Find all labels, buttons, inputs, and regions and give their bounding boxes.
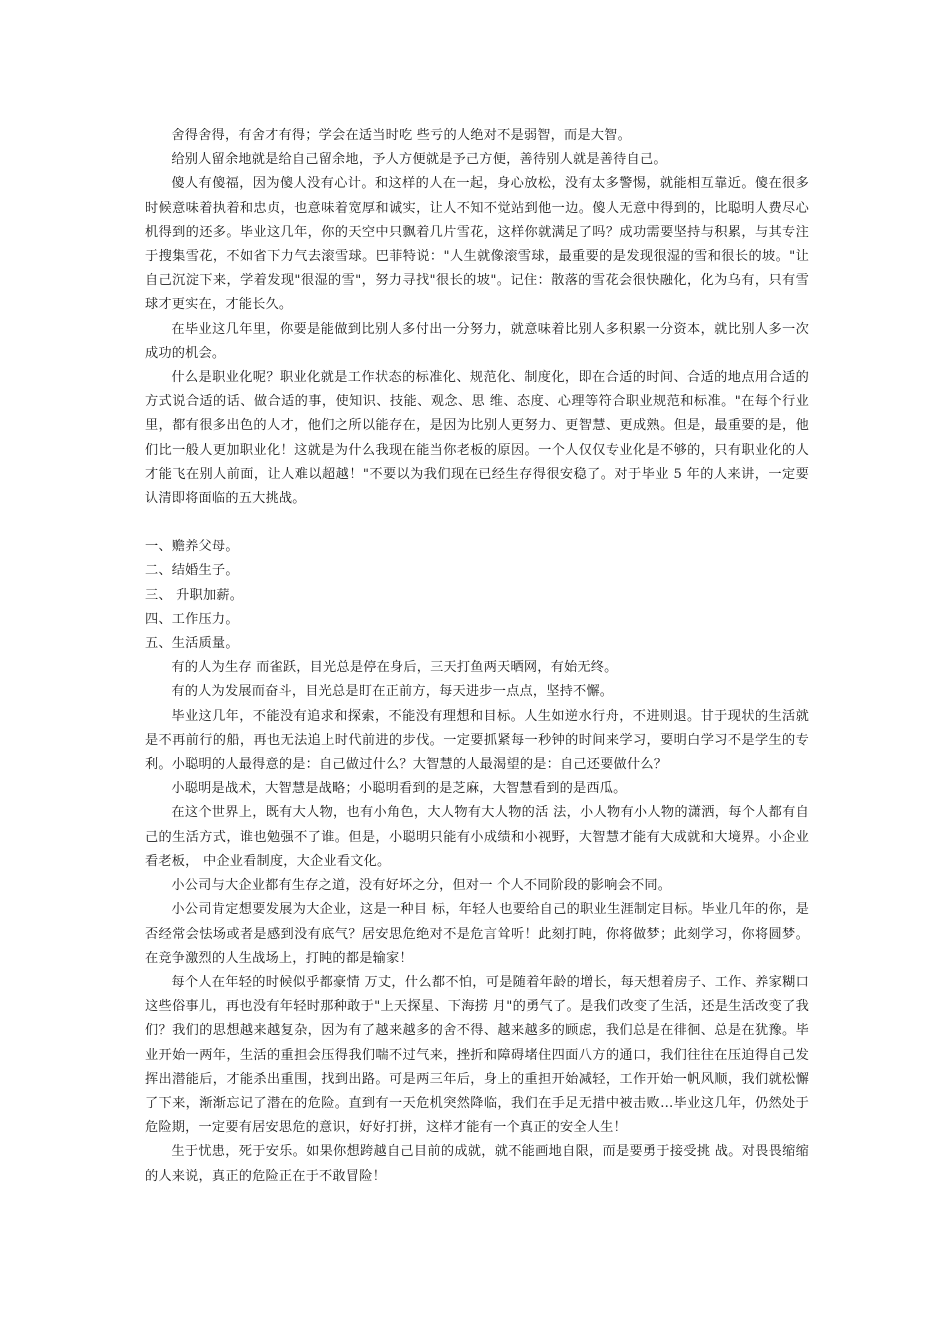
paragraph: 有的人为发展而奋斗，目光总是盯在正前方，每天进步一点点，坚持不懈。 bbox=[171, 684, 614, 700]
list-item: 四、工作压力。 bbox=[145, 611, 239, 627]
paragraph: 在这个世界上，既有大人物，也有小角色，大人物有大人物的活 法，小人物有小人物的潇洒，每个人都有自己的生活方式，谁也勉强不了谁。但是，小聪明只能有小成绩和小视野，大智慧才能有大成就和大境界。小企业看老板， 中企业看制度，大企业看文化。 bbox=[145, 805, 809, 869]
paragraph: 傻人有傻福，因为傻人没有心计。和这样的人在一起，身心放松，没有太多警惕，就能相互靠近。傻在很多时候意味着执着和忠贞，也意味着宽厚和诚实，让人不知不觉站到他一边。傻人无意中得到的，比聪明人费尽心机得到的还多。毕业这几年，你的天空中只飘着几片雪花，这样你就满足了吗？成功需要坚持与积累，与其专注于搜集雪花，不如省下力气去滚雪球。巴菲特说："人生就像滚雪球，最重要的是发现很湿的雪和很长的坡。"让自己沉淀下来，学着发现"很湿的雪"，努力寻找"很长的坡"。记住：散落的雪花会很快融化，化为乌有，只有雪球才更实在，才能长久。 bbox=[145, 176, 809, 313]
paragraph: 小聪明是战术，大智慧是战略；小聪明看到的是芝麻，大智慧看到的是西瓜。 bbox=[171, 781, 627, 797]
paragraph: 什么是职业化呢？职业化就是工作状态的标准化、规范化、制度化，即在合适的时间、合适的地点用合适的方式说合适的话、做合适的事，使知识、技能、观念、思 维、态度、心理等符合职业规范和标准。"在每个行业里，都有很多出色的人才，他们之所以能存在，是因为比别人更努力、更智慧、更成熟。但是，最重要的是，他们比一般人更加职业化！这就是为什么我现在能当你老板的原因。一个人仅仅专业化是不够的，只有职业化的人才能飞在别人前面，让人难以超越！"不要以为我们现在已经生存得很安稳了。对于毕业 5 年的人来讲，一定要认清即将面临的五大挑战。 bbox=[145, 370, 809, 507]
document-body bbox=[145, 124, 809, 1189]
list-item: 五、生活质量。 bbox=[145, 636, 239, 652]
paragraph: 给别人留余地就是给自己留余地，予人方便就是予己方便，善待别人就是善待自己。 bbox=[171, 152, 667, 168]
list-item: 二、结婚生子。 bbox=[145, 563, 239, 579]
paragraph: 毕业这几年，不能没有追求和探索，不能没有理想和目标。人生如逆水行舟，不进则退。甘于现状的生活就是不再前行的船，再也无法追上时代前进的步伐。一定要抓紧每一秒钟的时间来学习，要明白学习不是学生的专利。小聪明的人最得意的是：自己做过什么？大智慧的人最渴望的是：自己还要做什么？ bbox=[145, 708, 809, 773]
blank-line bbox=[145, 511, 809, 535]
paragraph: 生于忧患，死于安乐。如果你想跨越自己目前的成就，就不能画地自限，而是要勇于接受挑 战。对畏畏缩缩的人来说，真正的危险正在于不敢冒险！ bbox=[145, 1144, 809, 1184]
list-item: 三、 升职加薪。 bbox=[145, 587, 244, 603]
paragraph: 有的人为生存 而雀跃，目光总是停在身后，三天打鱼两天晒网，有始无终。 bbox=[171, 660, 618, 676]
paragraph: 小公司与大企业都有生存之道，没有好坏之分，但对一 个人不同阶段的影响会不同。 bbox=[171, 878, 672, 894]
paragraph: 小公司肯定想要发展为大企业，这是一种目 标，年轻人也要给自己的职业生涯制定目标。毕业几年的你，是否经常会怯场或者是感到没有底气？居安思危绝对不是危言耸听！此刻打盹，你将做梦；此刻学习，你将圆梦。在竞争激烈的人生战场上，打盹的都是输家！ bbox=[145, 902, 809, 966]
paragraph: 在毕业这几年里，你要是能做到比别人多付出一分努力，就意味着比别人多积累一分资本，就比别人多一次成功的机会。 bbox=[145, 321, 809, 361]
paragraph: 每个人在年轻的时候似乎都豪情 万丈，什么都不怕，可是随着年龄的增长，每天想着房子、工作、养家糊口这些俗事儿，再也没有年轻时那种敢于"上天探星、下海捞 月"的勇气了。是我们改变了生活，还是生活改变了我们？我们的思想越来越复杂，因为有了越来越多的舍不得、越来越多的顾虑，我们总是在徘徊、总是在犹豫。毕业开始一两年，生活的重担会压得我们喘不过气来，挫折和障碍堵住四面八方的通口，我们往往在压迫得自己发挥出潜能后，才能杀出重围，找到出路。可是两三年后，身上的重担开始减轻，工作开始一帆风顺，我们就松懈了下来，渐渐忘记了潜在的危险。直到有一天危机突然降临，我们在手足无措中被击败…毕业这几年，仍然处于危险期，一定要有居安思危的意识，好好打拼，这样才能有一个真正的安全人生！ bbox=[145, 974, 809, 1136]
challenge-list bbox=[145, 535, 809, 656]
paragraph: 舍得舍得，有舍才有得；学会在适当时吃 些亏的人绝对不是弱智，而是大智。 bbox=[171, 128, 631, 143]
list-item: 一、赡养父母。 bbox=[145, 539, 239, 555]
